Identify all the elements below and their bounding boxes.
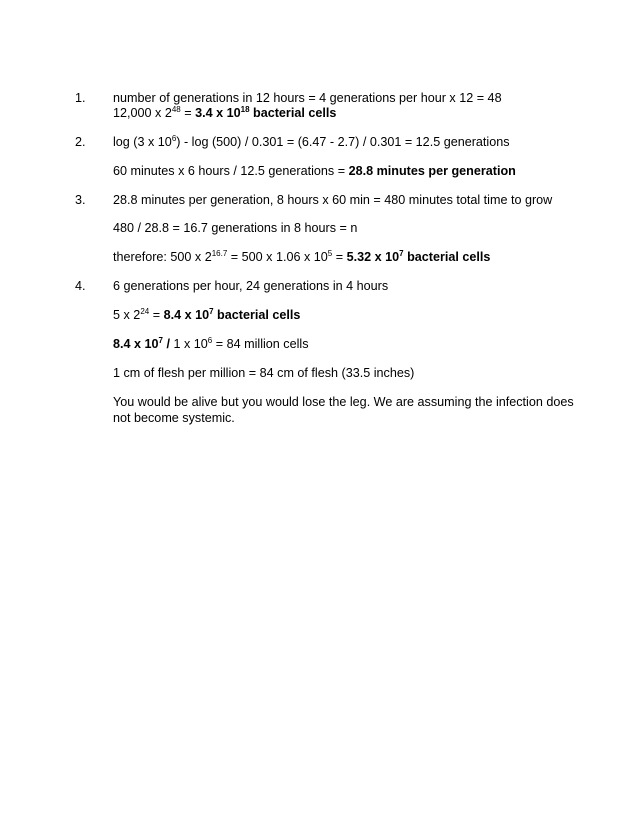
answer-line: number of generations in 12 hours = 4 generations per hour x 12 = 48: [113, 91, 502, 105]
answer-line: log (3 x $10^6) - \log (500) / 0.301 = (6.47 - 2.7) / 0.301 = 12.5$ generations: [113, 134, 510, 149]
answer-number: 1.: [75, 91, 86, 105]
answer-line: 60 minutes x 6 hours / 12.5 generations = 28.8 minutes per generation: [113, 164, 516, 178]
answer-line: 8.4 x $10^7 / 1$ x $10^6 = 84$ million cells: [113, 336, 309, 351]
answer-number: 4.: [75, 279, 86, 293]
answer-number: 3.: [75, 193, 86, 207]
answer-line: 28.8 minutes per generation, 8 hours x 60 min = 480 minutes total time to grow: [113, 193, 553, 207]
answer-number: 2.: [75, 135, 86, 149]
answer-line: 480 / 28.8 = 16.7 generations in 8 hours = n: [113, 221, 358, 235]
answer-line: 5 x $2^{24} = 8.4$ x $10^7$ bacterial cells: [113, 307, 301, 322]
answer-line: You would be alive but you would lose the leg. We are assuming the infection does not become systemic.: [113, 395, 574, 425]
answer-line: 12,000 x $2^{48} = 3.4$ x $10^{18}$ bacterial cells: [113, 105, 337, 120]
answer-line: 1 cm of flesh per million = 84 cm of flesh (33.5 inches): [113, 366, 415, 380]
answer-line: 6 generations per hour, 24 generations in 4 hours: [113, 279, 389, 293]
answer-line: therefore: 500 x $2^{16.7} = 500$ x 1.06 x $10^5 = 5.32$ x $10^7$ bacterial cells: [113, 249, 491, 264]
